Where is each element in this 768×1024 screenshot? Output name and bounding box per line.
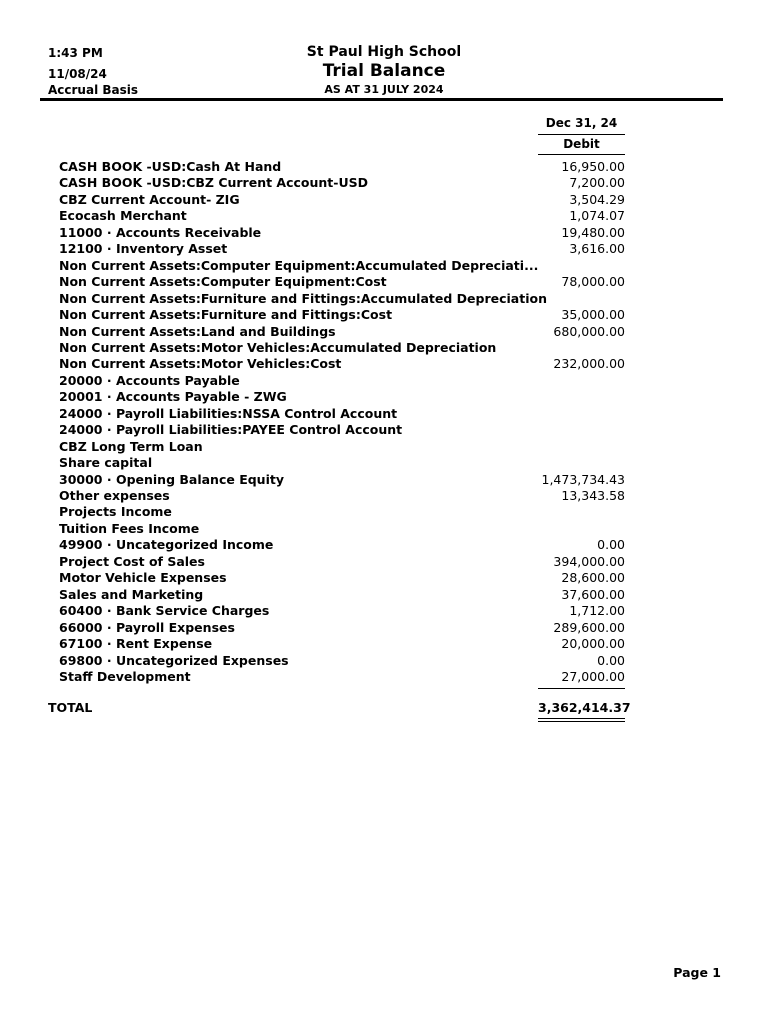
period-column-header: Dec 31, 24 [545,116,618,130]
debit-amount: 3,616.00 [569,241,625,257]
debit-column-header: Debit [563,137,600,151]
account-name: 60400 · Bank Service Charges [59,603,270,619]
table-row [59,472,629,488]
table-row [59,537,629,553]
table-row [59,192,629,208]
table-row [59,208,629,224]
table-row [59,389,629,405]
account-name: 20001 · Accounts Payable - ZWG [59,389,287,405]
table-row [59,258,629,274]
table-row [59,356,629,372]
account-name: Staff Development [59,668,191,684]
table-row [59,175,629,191]
report-title: Trial Balance [322,61,446,81]
debit-amount: 1,473,734.43 [541,471,625,487]
debit-amount: 680,000.00 [553,323,625,339]
table-row [59,373,629,389]
report-time: 1:43 PM [48,46,103,60]
table-row [59,159,629,175]
table-row [59,554,629,570]
account-name: Non Current Assets:Land and Buildings [59,323,336,339]
table-row [59,587,629,603]
account-name: 11000 · Accounts Receivable [59,224,262,240]
account-name: Motor Vehicle Expenses [59,570,227,586]
table-row [59,669,629,685]
debit-amount: 27,000.00 [561,668,625,684]
table-row [59,225,629,241]
total-amount: 3,362,414.37 [538,700,631,715]
table-row [59,488,629,504]
account-name: CBZ Long Term Loan [59,438,203,454]
account-name: Ecocash Merchant [59,208,187,224]
total-double-underline-1 [538,718,625,719]
account-name: Non Current Assets:Furniture and Fittings:Cost [59,307,393,323]
page-number: Page 1 [673,965,721,980]
debit-amount: 7,200.00 [569,175,625,191]
debit-amount: 289,600.00 [553,619,625,635]
table-row [59,620,629,636]
account-name: 66000 · Payroll Expenses [59,619,235,635]
table-row [59,455,629,471]
table-row [59,406,629,422]
account-name: CASH BOOK -USD:CBZ Current Account-USD [59,175,368,191]
debit-amount: 1,074.07 [569,208,625,224]
table-row [59,653,629,669]
account-name: 49900 · Uncategorized Income [59,537,274,553]
account-name: Other expenses [59,488,170,503]
account-name: 24000 · Payroll Liabilities:NSSA Control Account [59,405,398,421]
debit-amount: 0.00 [597,652,625,668]
table-row [59,636,629,652]
debit-amount: 16,950.00 [561,159,625,174]
account-name: Non Current Assets:Furniture and Fittings:Accumulated Depreciation [59,290,547,306]
debit-amount: 19,480.00 [561,224,625,240]
debit-amount: 232,000.00 [553,356,625,372]
table-row [59,340,629,356]
account-name: 30000 · Opening Balance Equity [59,471,284,487]
company-name: St Paul High School [306,44,462,60]
total-double-underline-2 [538,721,625,722]
account-name: 67100 · Rent Expense [59,636,213,652]
account-name: Project Cost of Sales [59,553,205,569]
table-row [59,570,629,586]
account-name: Sales and Marketing [59,586,204,602]
debit-amount: 1,712.00 [569,603,625,619]
report-as-at: AS AT 31 JULY 2024 [324,83,444,96]
account-name: Non Current Assets:Motor Vehicles:Cost [59,356,342,372]
table-row [59,521,629,537]
debit-amount: 35,000.00 [561,307,625,323]
total-label: TOTAL [48,700,93,715]
subtotal-underline [538,688,625,689]
table-row [59,422,629,438]
account-name: Non Current Assets:Computer Equipment:Cost [59,274,387,290]
period-underline [538,134,625,135]
table-row [59,324,629,340]
table-row [59,603,629,619]
report-basis: Accrual Basis [48,83,139,97]
account-name: Tuition Fees Income [59,520,200,536]
account-name: Non Current Assets:Motor Vehicles:Accumulated Depreciation [59,339,497,355]
table-row [59,274,629,290]
debit-amount: 3,504.29 [569,191,625,207]
account-name: 20000 · Accounts Payable [59,372,240,388]
debit-amount: 28,600.00 [561,570,625,586]
account-name: 24000 · Payroll Liabilities:PAYEE Control Account [59,422,403,438]
table-row [59,241,629,257]
header-rule [40,98,723,101]
debit-amount: 37,600.00 [561,586,625,602]
table-row [59,439,629,455]
debit-amount: 78,000.00 [561,274,625,290]
account-name: Share capital [59,455,153,471]
report-date: 11/08/24 [48,67,107,81]
account-name: Projects Income [59,504,172,520]
account-name: 69800 · Uncategorized Expenses [59,652,289,668]
debit-amount: 13,343.58 [561,488,625,503]
debit-amount: 394,000.00 [553,553,625,569]
table-row [59,291,629,307]
account-name: CBZ Current Account- ZIG [59,191,240,207]
account-name: 12100 · Inventory Asset [59,241,228,257]
debit-amount: 0.00 [597,537,625,553]
debit-underline [538,154,625,155]
debit-amount: 20,000.00 [561,636,625,652]
account-name: Non Current Assets:Computer Equipment:Accumulated Depreciati... [59,257,539,273]
table-row [59,504,629,520]
account-name: CASH BOOK -USD:Cash At Hand [59,159,282,174]
table-row [59,307,629,323]
